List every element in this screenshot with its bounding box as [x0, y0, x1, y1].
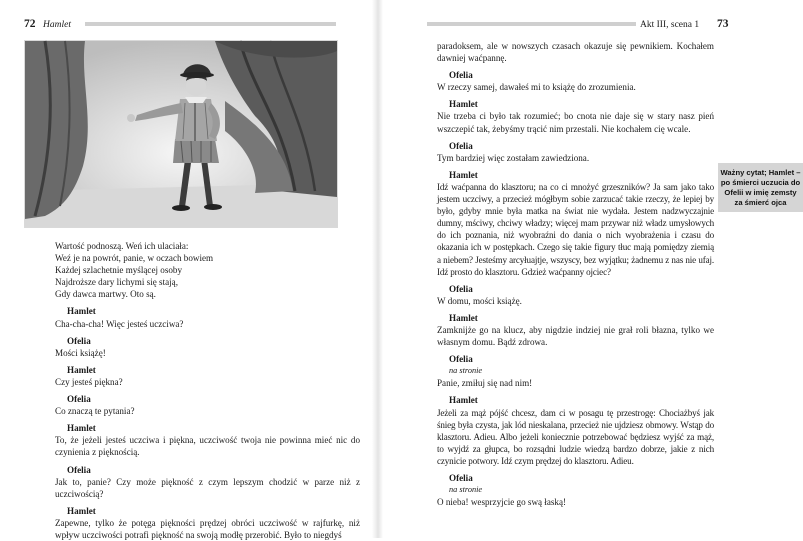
book-gutter — [372, 0, 383, 538]
speech-text: Co znaczą te pytania? — [55, 406, 135, 417]
verse-line: Gdy dawca martwy. Oto są. — [55, 289, 156, 300]
right-page-text — [437, 40, 714, 508]
speaker-name: Hamlet — [449, 99, 478, 110]
stage-direction: na stronie — [449, 485, 483, 495]
speaker-name: Hamlet — [67, 423, 96, 434]
act-scene-label: Akt III, scena 1 — [640, 20, 700, 30]
speech-text: Czy jesteś piękna? — [55, 376, 123, 387]
left-page-text — [55, 240, 360, 541]
left-page — [0, 0, 372, 538]
speech-text: Mości książę! — [55, 347, 106, 358]
speaker-name: Ofelia — [449, 473, 473, 483]
verse-line: Najdroższe dary lichymi się stają, — [55, 277, 178, 288]
speech-text: Jak to, panie? Czy może piękność z czym lepszym chodzić w parze niż z uczciwością? — [55, 476, 360, 499]
hamlet-actor-stage-illustration — [24, 40, 338, 228]
speaker-name: Hamlet — [67, 306, 96, 317]
speech-text: W rzeczy samej, dawałeś mi to książę do zrozumienia. — [437, 82, 636, 93]
right-page — [383, 0, 801, 538]
left-page-header — [24, 17, 336, 31]
stage-direction: na stronie — [449, 366, 483, 376]
speaker-name: Hamlet — [67, 364, 96, 375]
speaker-name: Hamlet — [449, 395, 478, 406]
header-rule — [427, 22, 636, 26]
speech-text: W domu, mości książę. — [437, 295, 522, 306]
right-page-header — [427, 17, 757, 31]
speaker-name: Hamlet — [449, 169, 478, 180]
verse-line: Weź je na powrót, panie, w oczach bowiem — [55, 253, 214, 264]
speaker-name: Hamlet — [67, 505, 96, 516]
speech-text: Panie, zmiłuj się nad nim! — [437, 378, 533, 389]
speech-text: Zapewne, tylko że potęga piękności prędzej obróci uczciwość w rajfurkę, niż wpływ uczciwości potrafi piękność na swoją modłę przerobić. Było to niegdyś — [55, 517, 360, 540]
speaker-name: Ofelia — [67, 335, 91, 346]
speech-text: O nieba! wesprzyjcie go swą łaską! — [437, 497, 567, 508]
speech-text: Tym bardziej więc zostałam zawiedziona. — [437, 152, 590, 163]
page-number: 72 — [24, 18, 36, 30]
speech-text: To, że jeżeli jesteś uczciwa i piękna, uczciwość twoja nie powinna mieć nic do czynienia z pięknością. — [55, 435, 360, 458]
speaker-name: Ofelia — [449, 354, 473, 365]
speech-text: paradoksem, ale w nowszych czasach okazuje się pewnikiem. Kochałem dawniej waćpannę. — [437, 41, 714, 64]
verse-line: Każdej szlachetnie myślącej osoby — [55, 265, 183, 276]
speaker-name: Ofelia — [449, 283, 473, 294]
speech-text: Cha-cha-cha! Więc jesteś uczciwa? — [55, 318, 184, 329]
speech-text: Nie trzeba ci było tak rozumieć; bo cnota nie daje się w stary nasz pień wszczepić tak, żebyśmy trącić nim przestali. Nie kochałem cię wcale. — [437, 111, 714, 134]
speaker-name: Ofelia — [67, 394, 91, 405]
running-title: Hamlet — [43, 20, 71, 30]
speaker-name: Ofelia — [449, 70, 473, 81]
speech-text: Idź waćpanna do klasztoru; na co ci mnożyć grzeszników? Ja sam jako tako jestem uczciwy, a przecież mógłbym sobie zarzucać takie rzeczy, że lepiej by było, gdyby mnie była matka na świat nie wydała. Jestem nadzwyczajnie dumny, mściwy, chciwy władzy; więcej mam przywar niż władz umysłowych do ich poznania, niż wyobraźni do dania o nich wyobrażenia i czasu do okazania ich w postępkach. Czego się takie figury tłuc mają pomiędzy ziemią a niebem? Jesteśmy arcyłuajtje, wszyscy, bez wyjątku; żadnemu z nas nie ufaj. Idź prosto do klasztoru. Gdzież waćpanny ojciec? — [437, 181, 714, 277]
important-quote-sidenote: Ważny cytat; Hamlet – po śmierci uczucia do Ofelii w imię zemsty za śmierć ojca — [718, 163, 803, 212]
page-number: 73 — [717, 18, 729, 30]
speech-text: Zamknijże go na klucz, aby nigdzie indziej nie grał roli błazna, tylko we własnym domu. Bądź zdrowa. — [437, 324, 714, 348]
header-rule — [85, 22, 336, 26]
speaker-name: Ofelia — [449, 140, 473, 151]
speaker-name: Hamlet — [449, 312, 478, 323]
verse-line: Wartość podnoszą. Weń ich ulaciała: — [55, 241, 189, 251]
speech-text: Jeżeli za mąż pójść chcesz, dam ci w posagu tę przestrogę: Chociażbyś jak śnieg była czysta, jak lód nieskalana, przecież nie ujdziesz obmowy. Wstąp do klasztoru. Adieu. Albo jeżeli koniecznie potrzebować będziesz wyjść za mąż, to wyjdź za głupca, bo rozsądni ludzie wiedzą bardzo dobrze, jakie z nich czynicie potwory. Idź czym prędzej do klasztoru. Adieu. — [437, 407, 714, 466]
speaker-name: Ofelia — [67, 464, 91, 475]
